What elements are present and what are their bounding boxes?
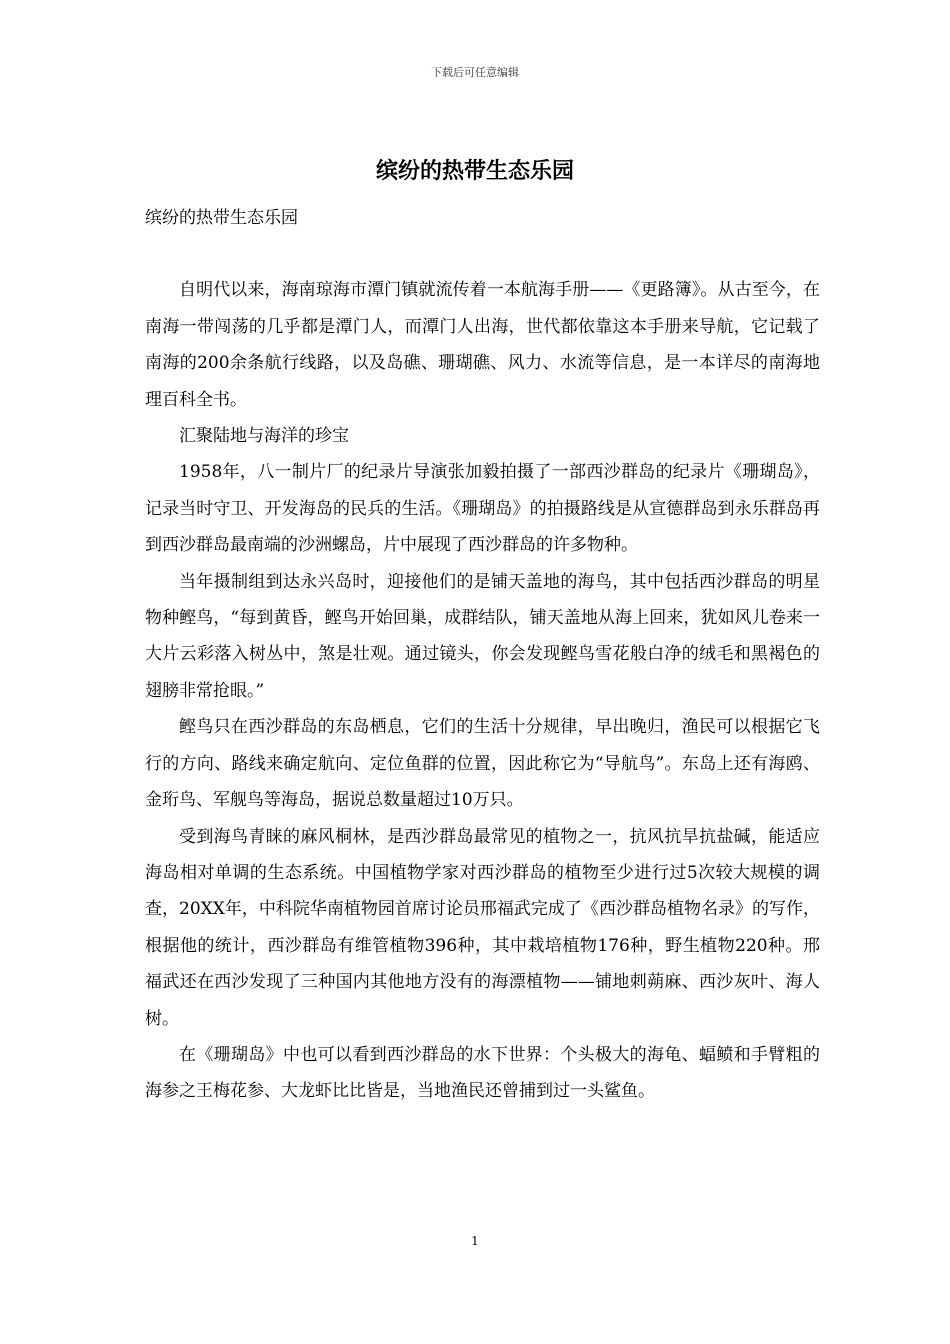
blank-line <box>145 236 820 272</box>
paragraph: 1958年，八一制片厂的纪录片导演张加毅拍摄了一部西沙群岛的纪录片《珊瑚岛》，记录当时守卫、开发海岛的民兵的生活。《珊瑚岛》的拍摄路线是从宣德群岛到永乐群岛再到西沙群岛最南端的沙洲螺岛，片中展现了西沙群岛的许多物种。 <box>145 462 820 556</box>
paragraph: 鲣鸟只在西沙群岛的东岛栖息，它们的生活十分规律，早出晚归，渔民可以根据它飞行的方向、路线来确定航向、定位鱼群的位置，因此称它为“导航鸟”。东岛上还有海鸥、金珩鸟、军舰鸟等海岛，据说总数量超过10万只。 <box>145 717 820 811</box>
header-note: 下载后可任意编辑 <box>431 66 519 79</box>
document-subtitle: 缤纷的热带生态乐园 <box>145 208 298 228</box>
section-heading: 汇聚陆地与海洋的珍宝 <box>179 426 349 447</box>
paragraph: 自明代以来，海南琼海市潭门镇就流传着一本航海手册——《更路簿》。从古至今，在南海一带闯荡的几乎都是潭门人，而潭门人出海，世代都依靠这本手册来导航，它记载了南海的200余条航行线路，以及岛礁、珊瑚礁、风力、水流等信息，是一本详尽的南海地理百科全书。 <box>145 280 820 410</box>
page-number: 1 <box>471 1234 479 1248</box>
paragraph: 当年摄制组到达永兴岛时，迎接他们的是铺天盖地的海鸟，其中包括西沙群岛的明星物种鲣鸟，“每到黄昏，鲣鸟开始回巢，成群结队，铺天盖地从海上回来，犹如风儿卷来一大片云彩落入树丛中，煞是壮观。通过镜头，你会发现鲣鸟雪花般白净的绒毛和黑褐色的翅膀非常抢眼。” <box>145 571 820 701</box>
paragraph: 在《珊瑚岛》中也可以看到西沙群岛的水下世界：个头极大的海龟、蝠鲼和手臂粗的海参之王梅花参、大龙虾比比皆是，当地渔民还曾捕到过一头鲨鱼。 <box>145 1044 820 1102</box>
document-body <box>145 200 820 1110</box>
paragraph: 受到海鸟青睐的麻风桐林，是西沙群岛最常见的植物之一，抗风抗旱抗盐碱，能适应海岛相对单调的生态系统。中国植物学家对西沙群岛的植物至少进行过5次较大规模的调查，20XX年，中科院华南植物园首席讨论员邢福武完成了《西沙群岛植物名录》的写作，根据他的统计，西沙群岛有维管植物396种，其中栽培植物176种，野生植物220种。邢福武还在西沙发现了三种国内其他地方没有的海漂植物——铺地刺蒴麻、西沙灰叶、海人树。 <box>145 826 820 1029</box>
document-title: 缤纷的热带生态乐园 <box>375 158 574 184</box>
